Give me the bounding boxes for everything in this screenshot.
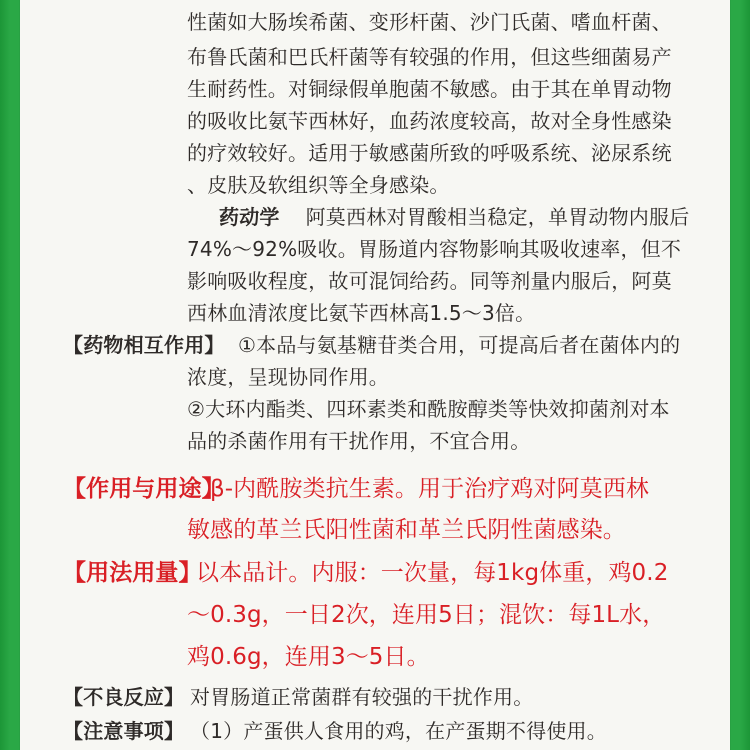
adverse-label: 【不良反应】 [63,685,185,709]
dosage-label: 【用法用量】 [63,560,202,586]
body-line: 布鲁氏菌和巴氏杆菌等有较强的作用，但这些细菌易产 [187,45,672,69]
usage-line: β-内酰胺类抗生素。用于治疗鸡对阿莫西林 [210,476,649,502]
dosage-line: 鸡0.6g，连用3～5日。 [187,644,430,670]
pharmacokinetics-line [219,202,689,232]
body-line: 的吸收比氨苄西林好，血药浓度较高，故对全身性感染 [187,109,672,133]
pharmacokinetics-heading: 药动学 [219,205,280,229]
body-line: 的疗效较好。适用于敏感菌所致的呼吸系统、泌尿系统 [187,141,672,165]
interaction-label: 【药物相互作用】 [63,333,225,357]
interaction-line: ①本品与氨基糖苷类合用，可提高后者在菌体内的 [238,333,681,357]
interaction-line: ②大环内酯类、四环素类和酰胺醇类等快效抑菌剂对本 [187,397,670,421]
document-paper [20,0,730,750]
body-line: 、皮肤及软组织等全身感染。 [187,173,450,197]
caution-label: 【注意事项】 [63,719,185,743]
body-line: 生耐药性。对铜绿假单胞菌不敏感。由于其在单胃动物 [187,77,672,101]
interaction-line: 浓度，呈现协同作用。 [187,365,389,389]
pharmacokinetics-line: 影响吸收程度，故可混饲给药。同等剂量内服后，阿莫 [187,269,672,293]
pharmacokinetics-line: 74%～92%吸收。胃肠道内容物影响其吸收速率，但不 [187,237,682,261]
adverse-text: 对胃肠道正常菌群有较强的干扰作用。 [190,685,534,709]
pharmacokinetics-text: 阿莫西林对胃酸相当稳定，单胃动物内服后 [305,205,690,229]
caution-text: （1）产蛋供人食用的鸡，在产蛋期不得使用。 [190,719,607,743]
dosage-line: 以本品计。内服：一次量，每1kg体重，鸡0.2 [196,560,669,586]
body-line: 性菌如大肠埃希菌、变形杆菌、沙门氏菌、嗜血杆菌、 [187,10,672,34]
dosage-line: ～0.3g，一日2次，连用5日；混饮：每1L水， [187,602,666,628]
interaction-line: 品的杀菌作用有干扰作用，不宜合用。 [187,429,531,453]
usage-label: 【作用与用途】 [63,476,225,502]
usage-line: 敏感的革兰氏阳性菌和革兰氏阴性菌感染。 [187,517,626,543]
pharmacokinetics-line: 西林血清浓度比氨苄西林高1.5～3倍。 [187,301,536,325]
